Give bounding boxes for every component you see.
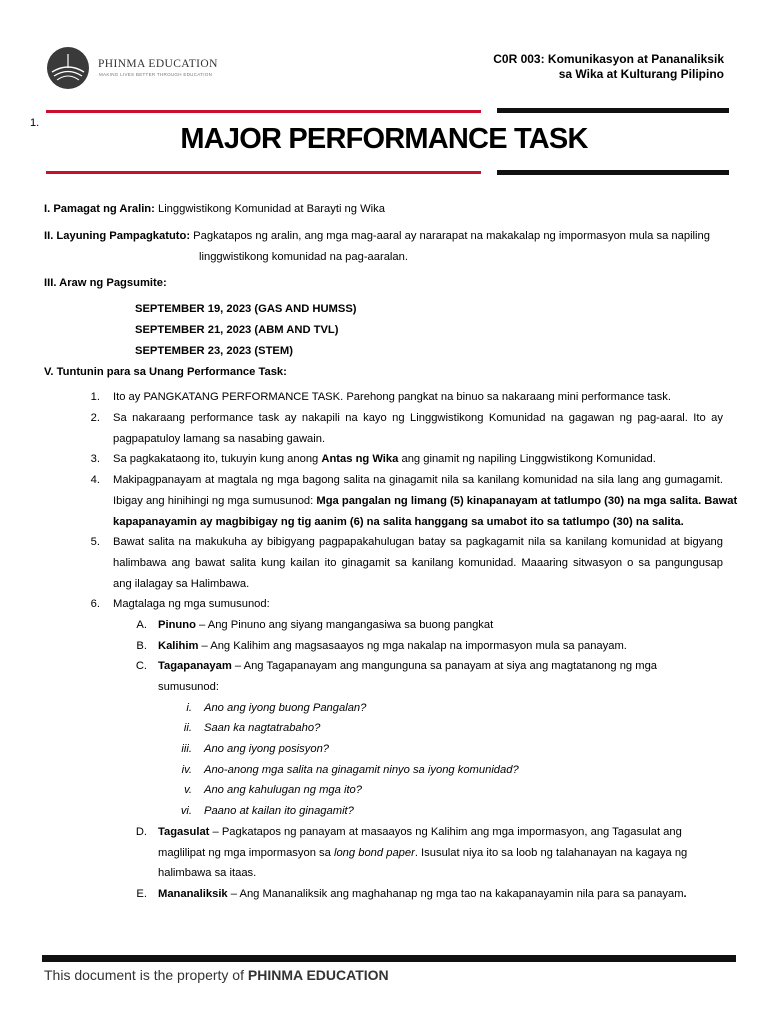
role-letter: D. bbox=[135, 826, 147, 838]
list-item-cont bbox=[0, 574, 768, 595]
item-text: Sa pagkakataong ito, tukuyin kung anong bbox=[113, 453, 322, 465]
phinma-logo bbox=[46, 46, 216, 90]
section-layunin bbox=[0, 226, 768, 247]
question-number: v. bbox=[184, 784, 192, 796]
question-text: Ano ang iyong posisyon? bbox=[204, 743, 330, 755]
list-item-cont bbox=[0, 512, 768, 533]
role-name: Tagapanayam bbox=[158, 660, 232, 672]
question-item bbox=[0, 780, 768, 801]
date-gas-humss: SEPTEMBER 19, 2023 (GAS AND HUMSS) bbox=[135, 303, 357, 315]
role-text: sumusunod: bbox=[158, 681, 219, 693]
date-abm-tvl: SEPTEMBER 21, 2023 (ABM AND TVL) bbox=[135, 324, 339, 336]
question-number: vi. bbox=[180, 805, 192, 817]
role-kalihim bbox=[0, 636, 768, 657]
footer-rule bbox=[42, 955, 736, 962]
question-number: iv. bbox=[181, 764, 192, 776]
question-number: i. bbox=[186, 702, 192, 714]
role-text: . Isusulat niya ito sa loob ng talahanayan na kagaya ng bbox=[414, 847, 688, 859]
item-number: 3. bbox=[90, 453, 100, 465]
role-letter: C. bbox=[135, 660, 147, 672]
role-text-italic: long bond paper bbox=[333, 847, 415, 859]
role-pinuno bbox=[0, 615, 768, 636]
role-mananaliksik bbox=[0, 884, 768, 905]
role-tagasulat bbox=[0, 822, 768, 843]
item-number: 6. bbox=[90, 598, 100, 610]
layunin-line-2 bbox=[0, 247, 768, 268]
item-text: ang ginamit ng napiling Linggwistikong Komunidad. bbox=[398, 453, 656, 465]
question-text: Ano ang kahulugan ng mga ito? bbox=[204, 784, 362, 796]
item-text: halimbawa ang bawat salita kung kailan ito ginagamit sa kanilang komunidad. Maaaring sitwasyon o sa pangungusap bbox=[113, 557, 723, 569]
item-number: 5. bbox=[90, 536, 100, 548]
question-text: Paano at kailan ito ginagamit? bbox=[204, 805, 354, 817]
item-text: Magtalaga ng mga sumusunod: bbox=[113, 598, 270, 610]
role-text: – Pagkatapos ng panayam at masaayos ng Kalihim ang mga impormasyon, ang Tagasulat ang bbox=[209, 826, 682, 838]
course-line-1: C0R 003: Komunikasyon at Pananaliksik bbox=[493, 52, 724, 66]
pamagat-label: I. Pamagat ng Aralin: bbox=[44, 203, 155, 215]
section-pamagat bbox=[0, 199, 768, 220]
course-line-2: sa Wika at Kulturang Pilipino bbox=[558, 67, 724, 81]
role-name: Kalihim bbox=[158, 640, 199, 652]
date-row bbox=[0, 341, 768, 362]
role-tagapanayam bbox=[0, 656, 768, 677]
footer-brand: PHINMA EDUCATION bbox=[247, 967, 389, 983]
item-text: Ibigay ang hinihingi ng mga sumusunod: bbox=[113, 495, 317, 507]
role-name: Pinuno bbox=[158, 619, 196, 631]
section-araw bbox=[0, 273, 768, 294]
role-tagasulat-cont bbox=[0, 863, 768, 884]
list-item bbox=[0, 594, 768, 615]
layunin-label: II. Layuning Pampagkatuto: bbox=[44, 230, 191, 242]
logo-tagline: MAKING LIVES BETTER THROUGH EDUCATION bbox=[99, 72, 213, 77]
role-text: halimbawa sa itaas. bbox=[158, 867, 257, 879]
question-text: Ano ang iyong buong Pangalan? bbox=[204, 702, 367, 714]
role-text: – Ang Tagapanayam ang mangunguna sa panayam at siya ang magtatanong ng mga bbox=[231, 660, 658, 672]
top-black-rule bbox=[497, 108, 729, 113]
pamagat-value: Linggwistikong Komunidad at Barayti ng Wika bbox=[154, 203, 385, 215]
item-text: Bawat salita na makukuha ay bibigyang pagpapakahulugan batay sa pagkagamit nila sa kanilang komunidad at bigyang bbox=[113, 536, 723, 548]
date-stem: SEPTEMBER 23, 2023 (STEM) bbox=[135, 345, 293, 357]
item-text-bold: kapapanayamin ay magbibigay ng tig aanim (6) na salita hanggang sa umabot ito sa tatlumpo (30) na salita. bbox=[113, 516, 684, 528]
role-name: Mananaliksik bbox=[158, 888, 228, 900]
list-item bbox=[0, 449, 768, 470]
course-title bbox=[493, 52, 724, 82]
question-item bbox=[0, 698, 768, 719]
layunin-value-1: Pagkatapos ng aralin, ang mga mag-aaral ay nararapat na makakalap ng impormasyon mula sa napiling bbox=[190, 230, 710, 242]
role-letter: A. bbox=[136, 619, 147, 631]
list-item-cont bbox=[0, 553, 768, 574]
footer-statement: This document is the property of bbox=[44, 967, 248, 983]
list-item bbox=[0, 532, 768, 553]
question-item bbox=[0, 760, 768, 781]
bottom-red-rule bbox=[46, 171, 481, 174]
role-text: maglilipat ng mga impormasyon sa bbox=[158, 847, 334, 859]
role-letter: B. bbox=[136, 640, 147, 652]
bottom-black-rule bbox=[497, 170, 729, 175]
role-period: . bbox=[683, 888, 687, 900]
list-item bbox=[0, 387, 768, 408]
question-item bbox=[0, 801, 768, 822]
item-text: ang ilalagay sa Halimbawa. bbox=[113, 578, 250, 590]
item-number: 2. bbox=[90, 412, 100, 424]
list-item bbox=[0, 408, 768, 429]
question-number: ii. bbox=[183, 722, 192, 734]
layunin-value-2: linggwistikong komunidad na pag-aaralan. bbox=[199, 251, 408, 263]
role-name: Tagasulat bbox=[158, 826, 210, 838]
list-item-cont bbox=[0, 491, 768, 512]
item-text-bold: Antas ng Wika bbox=[321, 453, 399, 465]
tuntunin-label: V. Tuntunin para sa Unang Performance Task: bbox=[44, 366, 287, 378]
question-text: Saan ka nagtatrabaho? bbox=[204, 722, 321, 734]
date-row bbox=[0, 320, 768, 341]
section-tuntunin bbox=[0, 362, 768, 383]
item-text: Makipagpanayam at magtala ng mga bagong salita na ginagamit nila sa kanilang komunidad na sila lang ang gumagamit. bbox=[113, 474, 723, 486]
question-item bbox=[0, 718, 768, 739]
phinma-logo-icon bbox=[46, 46, 90, 90]
date-row bbox=[0, 299, 768, 320]
role-tagapanayam-cont bbox=[0, 677, 768, 698]
page-number: 1. bbox=[30, 117, 40, 129]
item-text-bold: Mga pangalan ng limang (5) kinapanayam at tatlumpo (30) na mga salita. Bawat bbox=[316, 495, 738, 507]
role-letter: E. bbox=[136, 888, 147, 900]
question-number: iii. bbox=[181, 743, 192, 755]
role-text: – Ang Mananaliksik ang maghahanap ng mga tao na kakapanayamin nila para sa panayam bbox=[227, 888, 684, 900]
role-tagasulat-cont bbox=[0, 843, 768, 864]
question-text: Ano-anong mga salita na ginagamit ninyo sa iyong komunidad? bbox=[204, 764, 519, 776]
list-item-cont bbox=[0, 429, 768, 450]
top-red-rule bbox=[46, 110, 481, 113]
list-item bbox=[0, 470, 768, 491]
item-text: Ito ay PANGKATANG PERFORMANCE TASK. Parehong pangkat na binuo sa nakaraang mini performance task. bbox=[113, 391, 671, 403]
role-text: – Ang Pinuno ang siyang mangangasiwa sa buong pangkat bbox=[195, 619, 494, 631]
logo-name: PHINMA EDUCATION bbox=[98, 58, 218, 70]
item-text: pagpapatuloy lamang sa nasabing gawain. bbox=[113, 433, 326, 445]
item-number: 4. bbox=[90, 474, 100, 486]
item-number: 1. bbox=[90, 391, 100, 403]
role-text: – Ang Kalihim ang magsasaayos ng mga nakalap na impormasyon mula sa panayam. bbox=[198, 640, 627, 652]
footer-text bbox=[44, 967, 389, 983]
question-item bbox=[0, 739, 768, 760]
item-text: Sa nakaraang performance task ay nakapili na kayo ng Linggwistikong Komunidad na gagawan ng pag-aaral. Ito ay bbox=[113, 412, 723, 424]
araw-label: III. Araw ng Pagsumite: bbox=[44, 277, 167, 289]
page-title: MAJOR PERFORMANCE TASK bbox=[180, 123, 588, 155]
